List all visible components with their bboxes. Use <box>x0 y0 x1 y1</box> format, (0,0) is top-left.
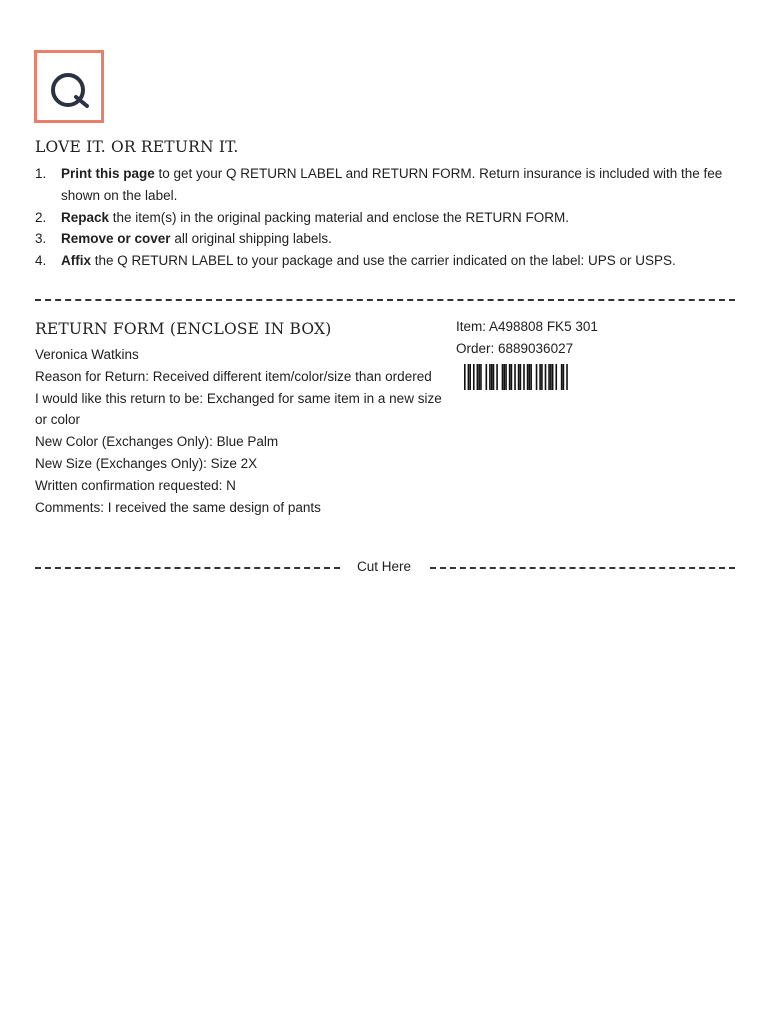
return-preference: I would like this return to be: Exchanged for same item in a new size or color <box>35 390 442 428</box>
barcode-bar <box>480 364 482 390</box>
barcode-bar <box>469 364 471 390</box>
return-reason: Reason for Return: Received different item/color/size than ordered <box>35 368 432 384</box>
item-details <box>456 316 736 390</box>
cut-here-label: Cut Here <box>345 557 423 577</box>
barcode-bar <box>545 364 547 390</box>
step-text: to get your Q RETURN LABEL and RETURN FORM. Return insurance is included with the fee shown on the label. <box>61 166 723 203</box>
barcode-bar <box>502 364 504 390</box>
new-color: New Color (Exchanges Only): Blue Palm <box>35 434 279 450</box>
barcode-bar <box>550 364 552 390</box>
divider <box>35 299 735 301</box>
barcode-bar <box>489 364 491 390</box>
brand-logo <box>34 50 104 123</box>
customer-name: Veronica Watkins <box>35 347 139 362</box>
comments: Comments: I received the same design of pants <box>35 499 321 515</box>
step-emphasis: Affix <box>61 253 91 269</box>
step-number: 1. <box>35 166 47 181</box>
barcode-bar <box>561 364 563 390</box>
barcode-bar <box>514 364 516 390</box>
barcode-bar <box>493 364 495 390</box>
new-size: New Size (Exchanges Only): Size 2X <box>35 455 258 471</box>
list-item <box>35 163 735 207</box>
step-number: 2. <box>35 209 47 225</box>
page-title: LOVE IT. OR RETURN IT. <box>35 138 239 156</box>
barcode-bar <box>566 364 568 390</box>
barcode-bar <box>496 364 498 390</box>
barcode-bar <box>503 364 505 390</box>
return-form <box>35 318 445 518</box>
barcode-bar <box>477 364 479 390</box>
barcode-bar <box>536 364 538 390</box>
barcode-bar <box>548 364 550 390</box>
step-emphasis: Print this page <box>61 166 155 181</box>
step-text: all original shipping labels. <box>170 231 332 247</box>
barcode-bar <box>511 364 513 390</box>
barcode-bar <box>478 364 480 390</box>
list-item <box>35 250 735 272</box>
q-logo-icon <box>37 53 101 120</box>
barcode-bar <box>563 364 565 390</box>
barcode-bar <box>473 364 475 390</box>
barcode-bar <box>468 364 470 390</box>
cut-divider-right <box>430 567 735 569</box>
item-number: Item: A498808 FK5 301 <box>456 319 598 334</box>
barcode-bar <box>541 364 543 390</box>
barcode-bar <box>464 364 466 390</box>
barcode-bar <box>505 364 507 390</box>
barcode-bar <box>518 364 520 390</box>
written-confirmation: Written confirmation requested: N <box>35 477 236 493</box>
step-text: the item(s) in the original packing material and enclose the RETURN FORM. <box>109 209 569 225</box>
barcode-bar <box>509 364 511 390</box>
list-item <box>35 207 735 229</box>
barcode-bar <box>491 364 493 390</box>
cut-divider-left <box>35 567 340 569</box>
barcode-bar <box>486 364 488 390</box>
return-form-title: RETURN FORM (ENCLOSE IN BOX) <box>35 320 332 338</box>
barcode-bar <box>527 364 529 390</box>
list-item <box>35 228 735 250</box>
barcode-bar <box>552 364 554 390</box>
step-number: 3. <box>35 231 47 247</box>
step-text: the Q RETURN LABEL to your package and use the carrier indicated on the label: UPS or USPS. <box>91 253 676 269</box>
barcode-bar <box>523 364 525 390</box>
barcode-bar <box>530 364 532 390</box>
step-emphasis: Remove or cover <box>61 231 171 247</box>
barcode <box>464 364 568 390</box>
instructions-list <box>35 163 735 272</box>
step-emphasis: Repack <box>61 209 110 225</box>
step-number: 4. <box>35 253 47 269</box>
order-number: Order: 6889036027 <box>456 340 574 356</box>
barcode-bar <box>539 364 541 390</box>
barcode-bar <box>529 364 531 390</box>
barcode-bar <box>555 364 557 390</box>
barcode-bar <box>520 364 522 390</box>
